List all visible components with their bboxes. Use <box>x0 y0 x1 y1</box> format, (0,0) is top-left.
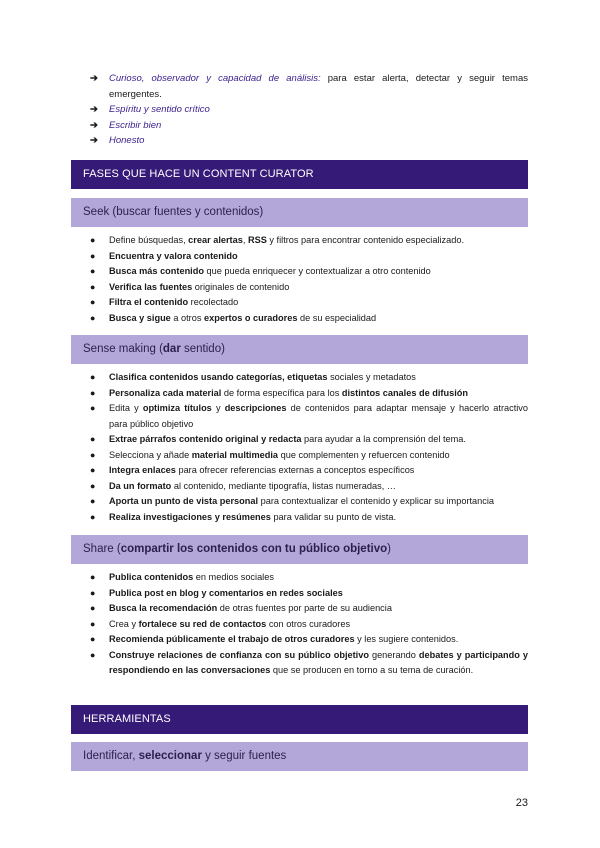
sense-list-item <box>90 386 528 402</box>
sense-list-item <box>90 370 528 386</box>
seek-list-item <box>90 311 528 327</box>
bold-phrase: Busca y sigue <box>109 312 171 323</box>
text-segment: Selecciona y añade <box>109 449 192 460</box>
text-segment: generando <box>368 649 419 660</box>
section-band-fases <box>71 160 528 189</box>
quality-highlight: Curioso, observador y capacidad de análisis: <box>109 73 321 84</box>
text-segment: de otras fuentes por parte de su audiencia <box>217 603 392 613</box>
bullet-icon: ● <box>90 434 96 444</box>
subheading-seek <box>71 198 528 227</box>
bold-phrase: Da un formato <box>109 480 172 491</box>
sense-heading-plain: Sense making ( <box>83 343 163 355</box>
bold-phrase: optimiza títulos <box>142 403 212 413</box>
seek-list-item <box>90 233 528 249</box>
bold-phrase: Extrae párrafos contenido original y redacta <box>109 434 302 444</box>
text-segment: para ayudar a la comprensión del tema. <box>301 434 466 444</box>
share-list-item <box>90 632 528 648</box>
bold-phrase: expertos o curadores <box>204 312 298 323</box>
sense-item-text <box>109 494 528 510</box>
text-segment: que se producen en torno a su tema de curación. <box>270 665 474 675</box>
share-heading-bold: compartir los contenidos con tu público objetivo <box>120 543 388 555</box>
identificar-heading-bold: seleccionar <box>138 750 202 762</box>
sense-item-text <box>109 370 528 386</box>
quality-description: para estar alerta, detectar y seguir temas emergentes. <box>109 73 528 100</box>
bold-phrase: Clasifica contenidos usando categorías, etiquetas <box>109 372 328 382</box>
section-band-herramientas <box>71 705 528 734</box>
bullet-icon: ● <box>90 449 96 460</box>
sense-list-item <box>90 479 528 495</box>
bold-phrase: Busca la recomendación <box>109 603 218 613</box>
text-segment: Define búsquedas, <box>109 235 189 245</box>
share-heading-tail: ) <box>387 543 391 555</box>
bold-phrase: Publica contenidos <box>109 572 194 582</box>
bold-phrase: crear alertas <box>188 235 243 245</box>
sense-list-item <box>90 401 528 432</box>
bullet-icon: ● <box>90 618 96 629</box>
bold-phrase: Recomienda públicamente el trabajo de otros curadores <box>109 634 355 644</box>
bullet-icon: ● <box>90 235 96 245</box>
quality-text <box>109 133 528 149</box>
quality-item <box>90 102 528 118</box>
quality-text <box>109 71 528 102</box>
text-segment: de contenidos para adaptar mensaje y hacerlo atractivo para público objetivo <box>109 403 529 429</box>
seek-item-text <box>109 249 528 265</box>
sense-list-item <box>90 463 528 479</box>
text-segment: de forma específica para los <box>221 387 342 398</box>
seek-item-text <box>109 280 528 296</box>
share-item-text <box>109 570 528 586</box>
quality-highlight: Espíritu y sentido crítico <box>109 104 210 115</box>
bullet-icon: ● <box>90 511 96 522</box>
bold-phrase: Construye relaciones de confianza con su público objetivo <box>109 649 369 660</box>
bold-phrase: debates y participando y respondiendo en las conversaciones <box>109 649 528 675</box>
seek-item-text <box>109 311 528 327</box>
subheading-identificar <box>71 742 528 771</box>
bullet-icon: ● <box>90 587 96 598</box>
sense-heading-tail: sentido) <box>180 343 225 355</box>
text-segment: en medios sociales <box>193 572 274 582</box>
sense-item-text <box>109 510 528 526</box>
text-segment: Edita y <box>109 403 143 413</box>
bullet-icon: ● <box>90 634 96 644</box>
subheading-share <box>71 535 528 564</box>
section-title-fases: FASES QUE HACE UN CONTENT CURATOR <box>83 168 314 180</box>
bullet-icon: ● <box>90 297 96 307</box>
arrow-icon: ➔ <box>90 73 98 84</box>
bold-phrase: Verifica las fuentes <box>109 281 193 292</box>
share-item-text <box>109 648 528 679</box>
bold-phrase: Personaliza cada material <box>109 387 222 398</box>
sense-list-item <box>90 432 528 448</box>
bold-phrase: descripciones <box>224 403 287 413</box>
bold-phrase: Publica post en blog y comentarios en redes sociales <box>109 587 343 598</box>
sense-item-text <box>109 448 528 464</box>
seek-list-item <box>90 280 528 296</box>
share-list-item <box>90 570 528 586</box>
subheading-sense-making <box>71 335 528 364</box>
seek-list-item <box>90 264 528 280</box>
page-number: 23 <box>515 797 528 809</box>
curator-qualities-list <box>90 71 528 149</box>
sense-heading-bold: dar <box>162 343 181 355</box>
arrow-icon: ➔ <box>90 135 98 146</box>
seek-list-item <box>90 295 528 311</box>
quality-item <box>90 118 528 134</box>
seek-list-item <box>90 249 528 265</box>
bold-phrase: material multimedia <box>191 449 279 460</box>
text-segment: originales de contenido <box>192 281 290 292</box>
sense-item-text <box>109 463 528 479</box>
sense-list-item <box>90 494 528 510</box>
bullet-icon: ● <box>90 649 96 660</box>
bold-phrase: distintos canales de difusión <box>341 387 468 398</box>
bold-phrase: fortalece su red de contactos <box>138 618 267 629</box>
seek-list <box>90 233 528 326</box>
quality-highlight: Escribir bien <box>109 119 162 131</box>
sense-item-text <box>109 401 528 432</box>
text-segment: Crea y <box>109 618 139 629</box>
bullet-icon: ● <box>90 250 96 261</box>
bold-phrase: Encuentra y valora contenido <box>109 250 238 261</box>
text-segment: al contenido, mediante tipografía, listas numeradas, … <box>171 480 396 491</box>
share-list-item <box>90 586 528 602</box>
quality-text <box>109 118 528 134</box>
text-segment: y les sugiere contenidos. <box>354 634 459 644</box>
bullet-icon: ● <box>90 572 96 582</box>
seek-heading: Seek (buscar fuentes y contenidos) <box>83 206 264 218</box>
seek-item-text <box>109 233 528 249</box>
quality-highlight: Honesto <box>109 135 145 146</box>
sense-list <box>90 370 528 525</box>
bold-phrase: Integra enlaces <box>109 465 176 475</box>
identificar-heading-plain: Identificar, <box>83 750 139 762</box>
sense-list-item <box>90 510 528 526</box>
bullet-icon: ● <box>90 266 96 276</box>
bullet-icon: ● <box>90 603 96 613</box>
share-item-text <box>109 632 528 648</box>
quality-item <box>90 133 528 149</box>
text-segment: que complementen y refuercen contenido <box>278 449 450 460</box>
text-segment: de su especialidad <box>297 312 377 323</box>
share-item-text <box>109 586 528 602</box>
arrow-icon: ➔ <box>90 104 98 115</box>
text-segment: para validar su punto de vista. <box>270 511 397 522</box>
share-heading-plain: Share ( <box>83 543 121 555</box>
bullet-icon: ● <box>90 480 96 491</box>
text-segment: y filtros para encontrar contenido especializado. <box>266 235 464 245</box>
bullet-icon: ● <box>90 387 96 398</box>
share-list-item <box>90 601 528 617</box>
sense-list-item <box>90 448 528 464</box>
seek-item-text <box>109 264 528 280</box>
text-segment: , <box>242 235 248 245</box>
bold-phrase: Busca más contenido <box>109 266 204 276</box>
bullet-icon: ● <box>90 465 96 475</box>
quality-item <box>90 71 528 102</box>
text-segment: para ofrecer referencias externas a conceptos específicos <box>175 465 415 475</box>
share-list <box>90 570 528 679</box>
bold-phrase: Aporta un punto de vista personal <box>109 496 259 506</box>
bullet-icon: ● <box>90 496 96 506</box>
text-segment: para contextualizar el contenido y explicar su importancia <box>258 496 494 506</box>
text-segment: sociales y metadatos <box>327 372 416 382</box>
bullet-icon: ● <box>90 403 96 413</box>
sense-item-text <box>109 479 528 495</box>
quality-text <box>109 102 528 118</box>
bold-phrase: Realiza investigaciones y resúmenes <box>109 511 271 522</box>
bullet-icon: ● <box>90 281 96 292</box>
share-item-text <box>109 617 528 633</box>
text-segment: que pueda enriquecer y contextualizar a otro contenido <box>203 266 431 276</box>
identificar-heading-tail: y seguir fuentes <box>201 750 287 762</box>
text-segment: y <box>211 403 225 413</box>
section-title-herramientas: HERRAMIENTAS <box>83 713 171 725</box>
bold-phrase: RSS <box>247 235 267 245</box>
bullet-icon: ● <box>90 372 96 382</box>
seek-item-text <box>109 295 528 311</box>
share-item-text <box>109 601 528 617</box>
share-list-item <box>90 617 528 633</box>
arrow-icon: ➔ <box>90 119 98 131</box>
text-segment: recolectado <box>188 297 239 307</box>
text-segment: con otros curadores <box>266 618 351 629</box>
bold-phrase: Filtra el contenido <box>109 297 189 307</box>
share-list-item <box>90 648 528 679</box>
text-segment: a otros <box>170 312 204 323</box>
bullet-icon: ● <box>90 312 96 323</box>
sense-item-text <box>109 386 528 402</box>
sense-item-text <box>109 432 528 448</box>
